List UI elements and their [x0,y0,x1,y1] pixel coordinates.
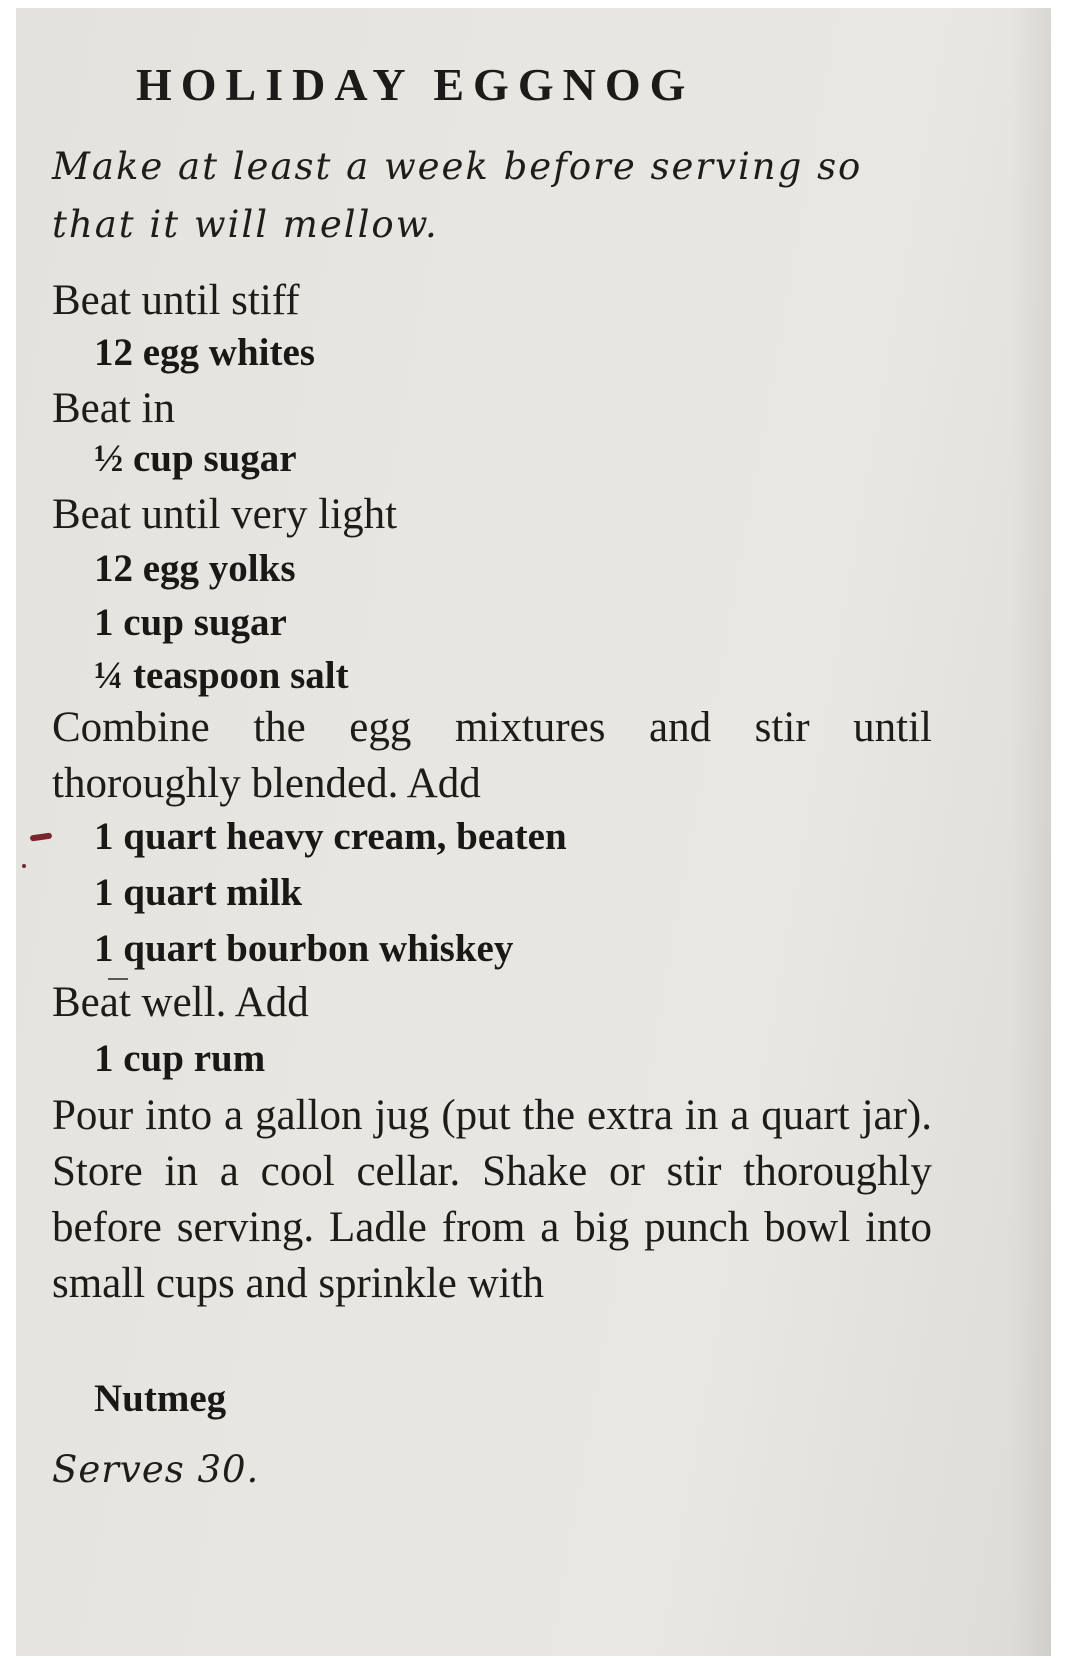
step-instruction: Beat until very light [52,491,398,538]
ingredient: Nutmeg [94,1377,227,1420]
recipe-title: HOLIDAY EGGNOG [136,59,695,110]
step-instruction: Pour into a gallon jug (put the extra in a quart jar). Store in a cool cellar. Shake or stir thoroughly before serving. Ladle from a big punch bowl into small cups and sprinkle with [52,1092,932,1307]
red-pen-dot [22,864,26,868]
step-instruction: Combine the egg mixtures and stir until thoroughly blended. Add [52,704,932,807]
ingredient: ½ cup sugar [94,437,297,480]
serves-note: Serves 30. [52,1448,260,1491]
ingredient: 1 cup sugar [94,601,287,644]
recipe-intro: Make at least a week before serving so that it will mellow. [52,145,863,246]
ingredient: 1 quart heavy cream, beaten [94,815,567,858]
ingredient: 12 egg yolks [94,547,296,590]
ingredient: 1 quart bourbon whiskey [94,927,514,970]
ingredient: 12 egg whites [94,331,315,374]
page-edge-shadow [1011,8,1051,1656]
step-instruction: Beat well. Add [52,979,309,1026]
cookbook-page [16,8,1051,1656]
ingredient: ¼ teaspoon salt [94,654,349,697]
step-instruction: Beat until stiff [52,277,300,324]
red-pen-mark [30,832,53,841]
ingredient: 1 quart milk [94,871,303,914]
step-instruction: Beat in [52,385,175,432]
ingredient: 1 cup rum [94,1037,266,1080]
